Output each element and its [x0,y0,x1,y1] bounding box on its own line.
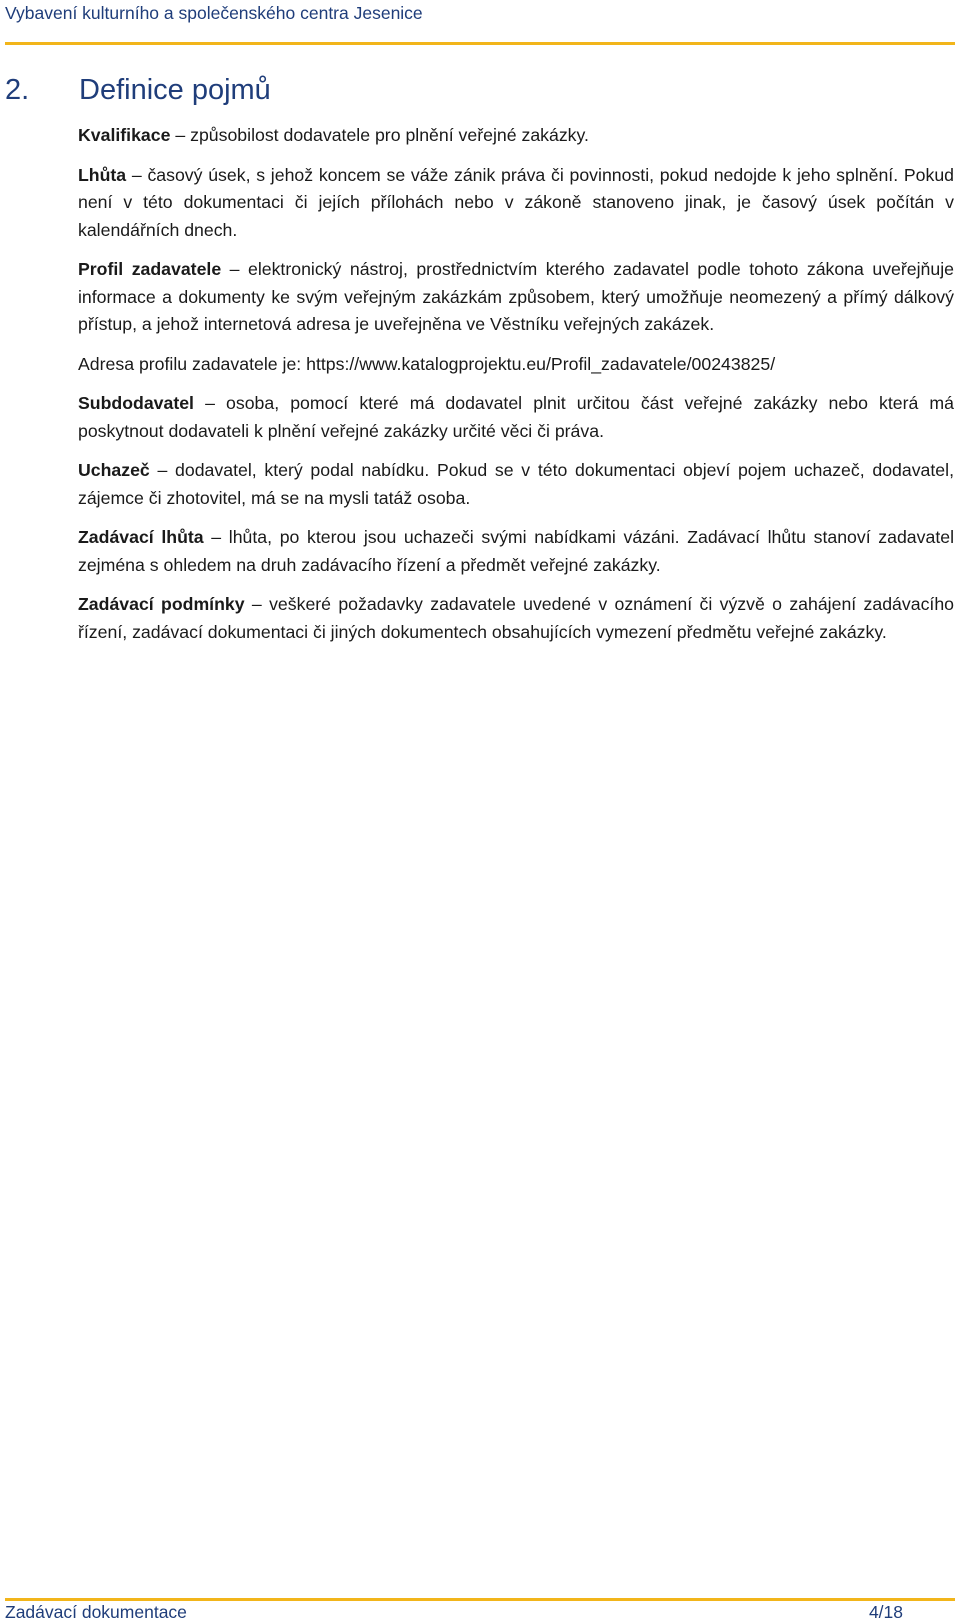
definition-term: Lhůta [78,164,127,185]
definition-item [78,591,954,646]
definition-text: – osoba, pomocí které má dodavatel plnit určitou část veřejné zakázky nebo která má poskytnout dodavateli k plnění veřejné zakázky určité věci či práva. [78,393,954,441]
definition-item [78,122,954,150]
definition-text: – elektronický nástroj, prostřednictvím kterého zadavatel podle tohoto zákona uveřejňuje informace a dokumenty ke svým veřejným zakázkám způsobem, který umožňuje neomezený a přímý dálkový přístup, a jehož internetová adresa je uveřejněna ve Věstníku veřejných zakázek. [78,259,954,334]
footer-document-title: Zadávací dokumentace [5,1602,187,1622]
definitions-list [78,122,954,658]
definition-item [78,524,954,579]
definition-item [78,256,954,339]
definition-text: – lhůta, po kterou jsou uchazeči svými nabídkami vázáni. Zadávací lhůtu stanoví zadavatel zejména s ohledem na druh zadávacího řízení a předmět veřejné zakázky. [78,527,955,575]
section-title: Definice pojmů [79,74,271,106]
definition-term: Zadávací lhůta [78,527,204,547]
definition-text: – veškeré požadavky zadavatele uvedené v oznámení či výzvě o zahájení zadávacího řízení, zadávací dokumentaci či jiných dokumentech obsahujících vymezení předmětu veřejné zakázky. [78,594,954,642]
definition-term: Zadávací podmínky [78,594,245,614]
page-header [5,2,955,45]
profile-address-text: Adresa profilu zadavatele je: https://www.katalogprojektu.eu/Profil_zadavatele/00243825/ [78,353,776,374]
section-heading [5,74,271,107]
definition-text: – dodavatel, který podal nabídku. Pokud se v této dokumentaci objeví pojem uchazeč, dodavatel, zájemce či zhotovitel, má se na mysli tatáž osoba. [78,460,954,508]
definition-item [78,390,954,445]
page-number: 4/18 [868,1602,903,1622]
definition-text: – způsobilost dodavatele pro plnění veřejné zakázky. [170,125,589,145]
definition-term: Kvalifikace [78,125,171,145]
profile-address [78,351,954,379]
definition-term: Uchazeč [78,460,150,480]
definition-item [78,162,954,245]
definition-item [78,457,954,512]
definition-term: Subdodavatel [78,393,194,413]
page-footer [5,1598,955,1624]
section-number: 2. [5,74,30,106]
definition-term: Profil zadavatele [78,259,222,279]
definition-text: – časový úsek, s jehož koncem se váže zánik práva či povinnosti, pokud nedojde k jeho splnění. Pokud není v této dokumentaci či jejích přílohách nebo v zákoně stanoveno jinak, je časový úsek počítán v kalendářních dnech. [78,164,954,240]
header-title: Vybavení kulturního a společenského centra Jesenice [5,3,423,23]
